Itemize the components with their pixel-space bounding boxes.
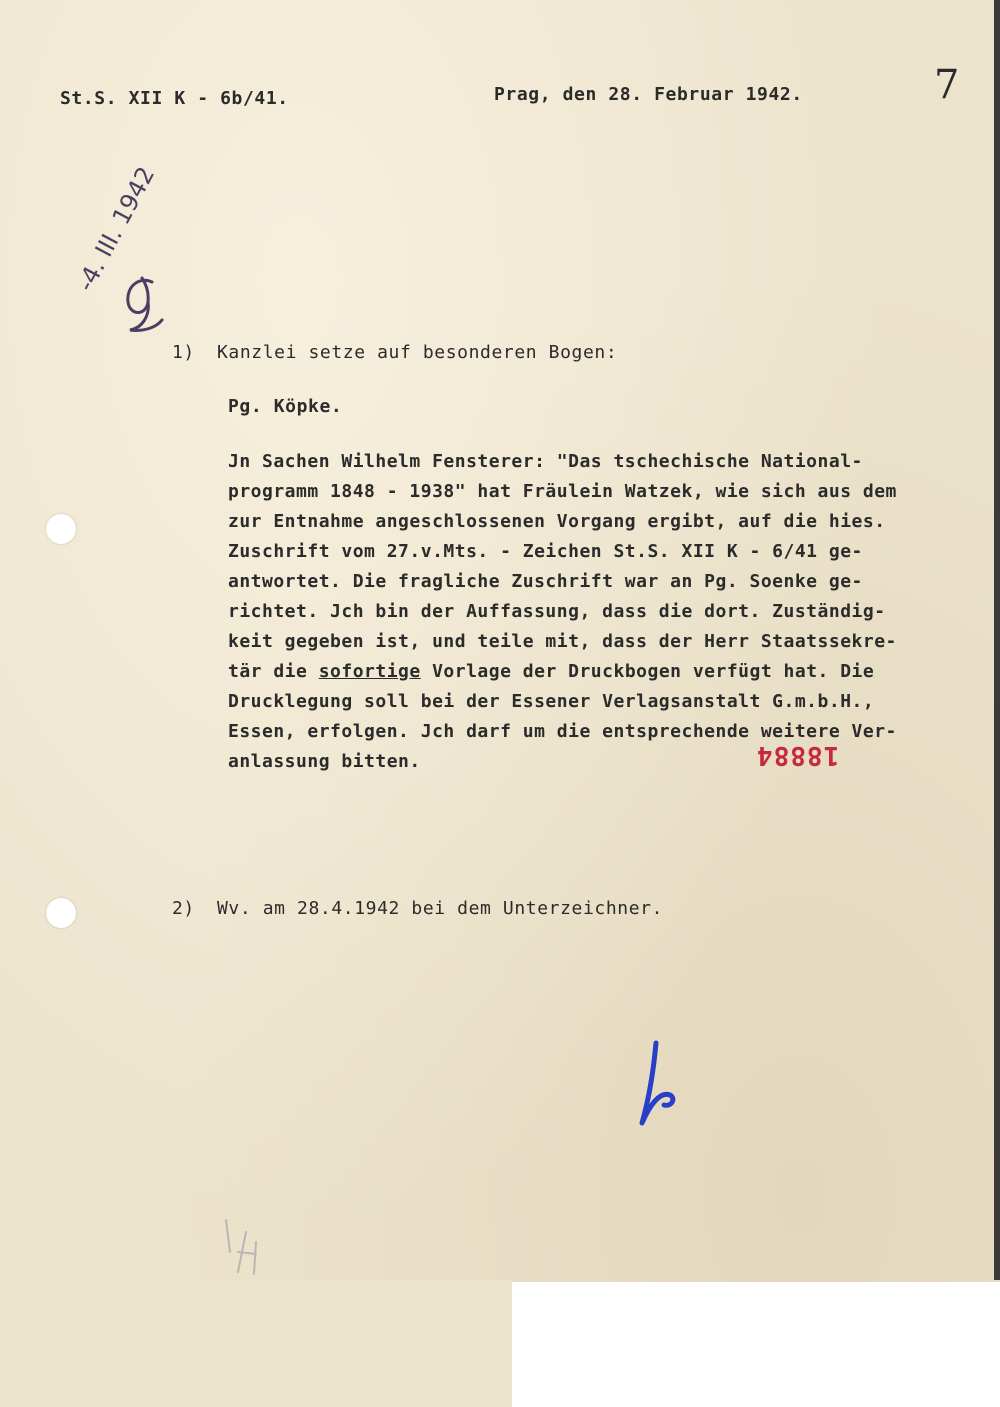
- body-line-7: keit gegeben ist, und teile mit, dass der Herr Staatssekre-: [228, 631, 897, 652]
- item1-addressee: Pg. Köpke.: [228, 396, 343, 417]
- body-line-11: anlassung bitten.: [228, 751, 421, 772]
- body-line-8-end: Vorlage der Druckbogen verfügt hat. Die: [420, 661, 875, 682]
- body-line-10: Essen, erfolgen. Jch darf um die entsprechende weitere Ver-: [228, 721, 897, 742]
- blank-corner: [512, 1282, 1000, 1407]
- body-line-2: programm 1848 - 1938" hat Fräulein Watzek, wie sich aus dem: [228, 481, 897, 502]
- body-line-6: richtet. Jch bin der Auffassung, dass die dort. Zuständig-: [228, 601, 886, 622]
- page-edge: [994, 0, 1000, 1280]
- reference-number: St.S. XII K - 6b/41.: [60, 88, 289, 109]
- body-line-4: Zuschrift vom 27.v.Mts. - Zeichen St.S. XII K - 6/41 ge-: [228, 541, 863, 562]
- red-number-stamp: 18884: [756, 740, 840, 770]
- pencil-mark-icon: [216, 1212, 276, 1282]
- item2-number: 2): [172, 898, 195, 919]
- item1-instruction: Kanzlei setze auf besonderen Bogen:: [217, 342, 618, 363]
- place-date: Prag, den 28. Februar 1942.: [494, 84, 803, 105]
- page-bottom-strip: [0, 1280, 512, 1407]
- receipt-date-stamp: -4. III. 1942: [71, 162, 161, 296]
- body-line-3: zur Entnahme angeschlossenen Vorgang ergibt, auf die hies.: [228, 511, 886, 532]
- body-line-8: [228, 661, 874, 682]
- signature-initial-icon: [620, 1035, 700, 1135]
- body-line-8-start: tär die: [228, 661, 319, 682]
- body-line-1: Jn Sachen Wilhelm Fensterer: "Das tschechische National-: [228, 451, 863, 472]
- body-line-9: Drucklegung soll bei der Essener Verlagsanstalt G.m.b.H.,: [228, 691, 875, 712]
- item1-number: 1): [172, 342, 195, 363]
- underlined-word: sofortige: [318, 661, 421, 682]
- body-line-5: antwortet. Die fragliche Zuschrift war an Pg. Soenke ge-: [228, 571, 863, 592]
- punch-hole-lower: [46, 898, 76, 928]
- handwritten-initial-icon: [112, 272, 168, 342]
- page-number: 7: [934, 62, 960, 108]
- punch-hole-upper: [46, 514, 76, 544]
- item2-text: Wv. am 28.4.1942 bei dem Unterzeichner.: [217, 898, 664, 919]
